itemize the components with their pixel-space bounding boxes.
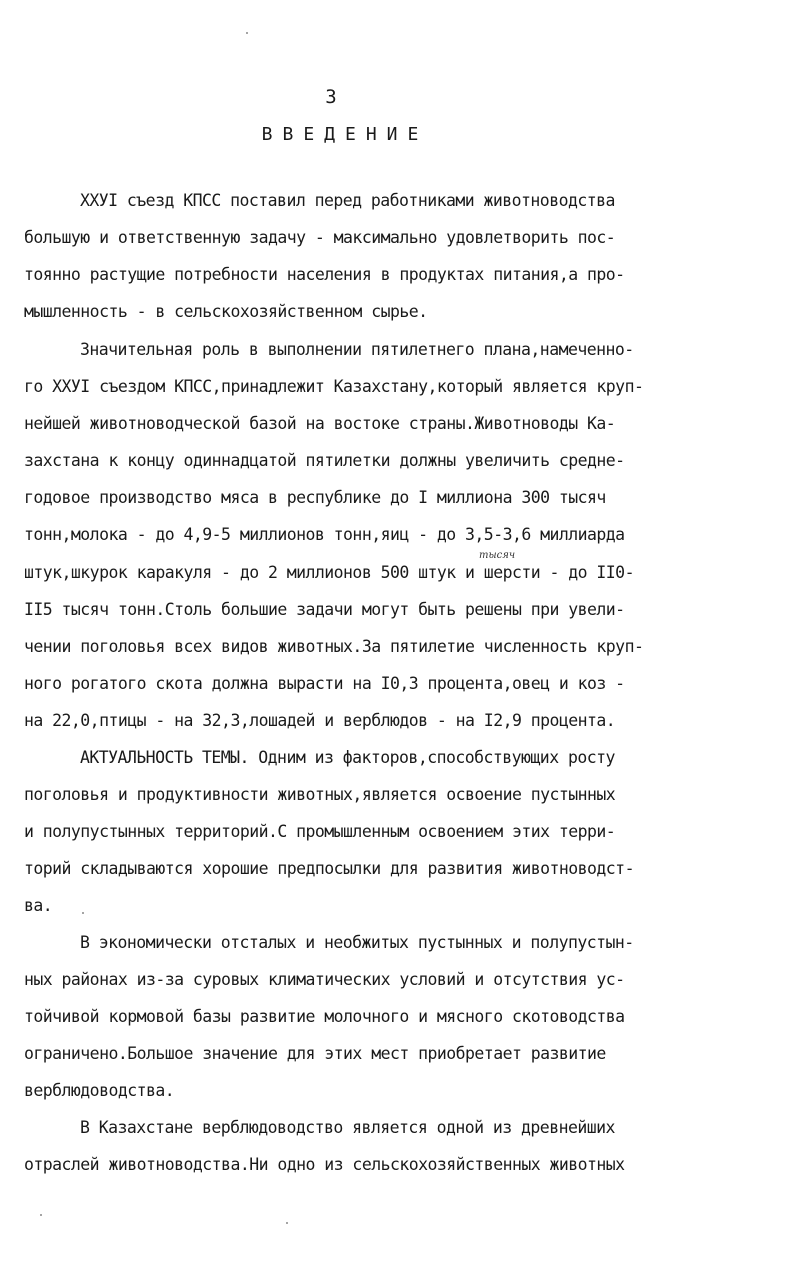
text-line: мышленность - в сельскохозяйственном сырье.: [24, 302, 428, 321]
text-line: и полупустынных территорий.С промышленным освоением этих терри-: [24, 822, 616, 841]
text-line: поголовья и продуктивности животных,является освоение пустынных: [24, 785, 616, 804]
scan-speck: [82, 912, 84, 914]
text-line: на 22,0,птицы - на 32,3,лошадей и верблюдов - на I2,9 процента.: [24, 711, 616, 730]
text-line: АКТУАЛЬНОСТЬ ТЕМЫ. Одним из факторов,способствующих росту: [80, 748, 615, 767]
text-line: захстана к концу одиннадцатой пятилетки должны увеличить средне-: [24, 451, 625, 470]
text-line: штук,шкурок каракуля - до 2 миллионов 500 штук и шерсти - до II0-: [24, 563, 634, 582]
scan-speck: [246, 32, 248, 34]
text-line: ва.: [24, 896, 53, 915]
text-line: тонн,молока - до 4,9-5 миллионов тонн,яиц - до 3,5-3,6 миллиарда: [24, 525, 625, 544]
text-line: го XXУI съездом КПСС,принадлежит Казахстану,который является круп-: [24, 377, 644, 396]
text-line: В экономически отсталых и необжитых пустынных и полупустын-: [80, 933, 634, 952]
text-line: тоянно растущие потребности населения в продуктах питания,а про-: [24, 265, 625, 284]
text-line: ограничено.Большое значение для этих мест приобретает развитие: [24, 1044, 606, 1063]
text-line: В Казахстане верблюдоводство является одной из древнейших: [80, 1118, 615, 1137]
text-line: Значительная роль в выполнении пятилетнего плана,намеченно-: [80, 340, 634, 359]
text-line: большую и ответственную задачу - максимально удовлетворить пос-: [24, 228, 616, 247]
text-line: торий складываются хорошие предпосылки для развития животноводст-: [24, 859, 634, 878]
page-number: 3: [325, 86, 337, 108]
text-line: годовое производство мяса в республике до I миллиона 300 тысяч: [24, 488, 606, 507]
scan-speck: [40, 1214, 42, 1216]
text-line: XXУI съезд КПСС поставил перед работниками животноводства: [80, 191, 615, 210]
text-line: верблюдоводства.: [24, 1081, 175, 1100]
text-line: отраслей животноводства.Ни одно из сельскохозяйственных животных: [24, 1155, 625, 1174]
text-line: чении поголовья всех видов животных.За пятилетие численность круп-: [24, 637, 644, 656]
text-line: тойчивой кормовой базы развитие молочного и мясного скотоводства: [24, 1007, 625, 1026]
section-heading: ВВЕДЕНИЕ: [261, 124, 429, 145]
scan-speck: [286, 1222, 288, 1224]
text-line: нейшей животноводческой базой на востоке страны.Животноводы Ка-: [24, 414, 616, 433]
text-line: II5 тысяч тонн.Столь большие задачи могут быть решены при увели-: [24, 600, 625, 619]
text-line: ных районах из-за суровых климатических условий и отсутствия ус-: [24, 970, 625, 989]
handwritten-annotation: тысяч: [479, 550, 516, 561]
text-line: ного рогатого скота должна вырасти на I0,3 процента,овец и коз -: [24, 674, 625, 693]
